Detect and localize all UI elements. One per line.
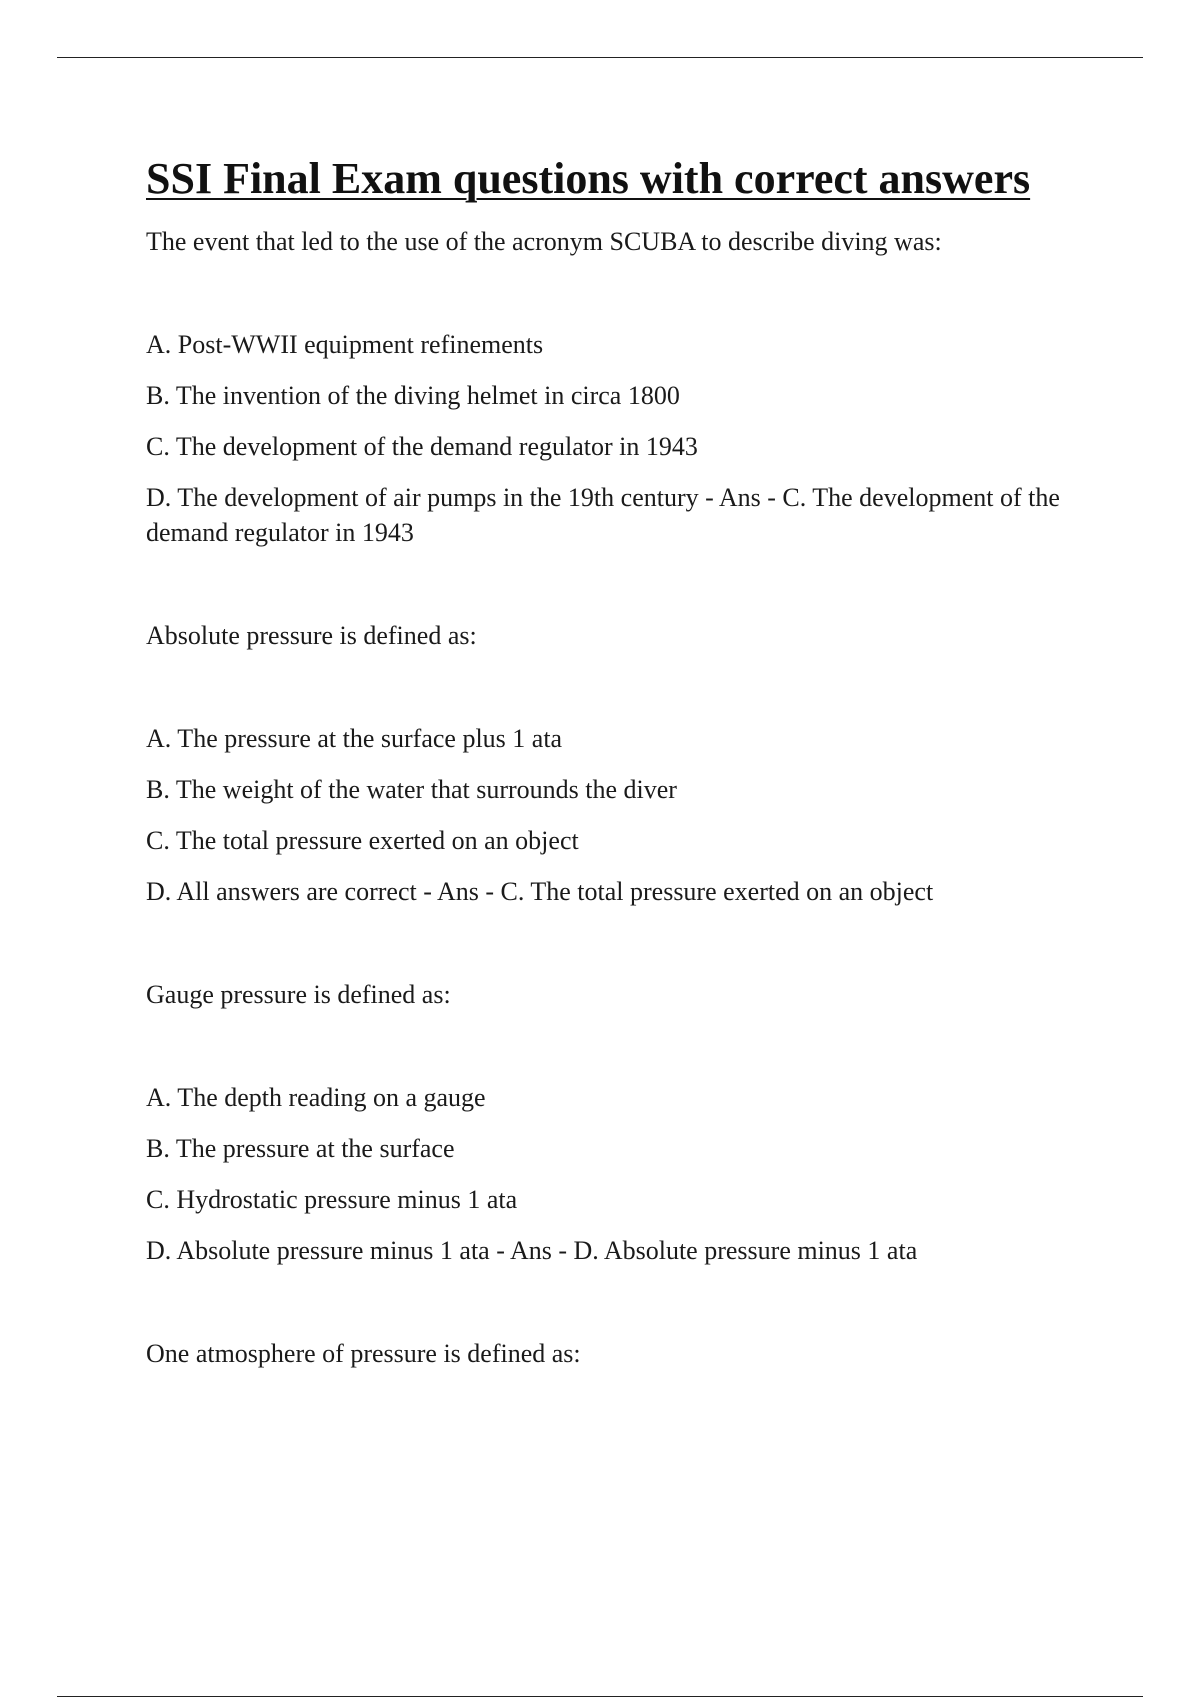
option-d-with-answer: D. All answers are correct - Ans - C. The total pressure exerted on an object: [146, 877, 934, 906]
option-b: B. The invention of the diving helmet in circa 1800: [146, 381, 680, 410]
option-a: A. The depth reading on a gauge: [146, 1083, 486, 1112]
question-3: [146, 977, 1076, 1268]
document-title: SSI Final Exam questions with correct answers: [146, 154, 1031, 203]
option-c: C. Hydrostatic pressure minus 1 ata: [146, 1185, 518, 1214]
question-text: Absolute pressure is defined as:: [146, 621, 477, 650]
question-text: The event that led to the use of the acronym SCUBA to describe diving was:: [146, 227, 942, 256]
question-2: [146, 618, 1076, 909]
option-b: B. The pressure at the surface: [146, 1134, 455, 1163]
option-d-with-answer: D. The development of air pumps in the 19th century - Ans - C. The development of the demand regulator in 1943: [146, 483, 1060, 547]
option-c: C. The total pressure exerted on an object: [146, 826, 579, 855]
option-c: C. The development of the demand regulator in 1943: [146, 432, 698, 461]
bottom-rule: [57, 1696, 1143, 1697]
option-a: A. Post-WWII equipment refinements: [146, 330, 544, 359]
question-1: [146, 224, 1076, 550]
option-b: B. The weight of the water that surrounds the diver: [146, 775, 677, 804]
option-d-with-answer: D. Absolute pressure minus 1 ata - Ans - D. Absolute pressure minus 1 ata: [146, 1236, 918, 1265]
question-text: Gauge pressure is defined as:: [146, 980, 451, 1009]
question-4: [146, 1336, 1076, 1371]
question-text: One atmosphere of pressure is defined as:: [146, 1339, 581, 1368]
top-rule: [57, 57, 1143, 58]
option-a: A. The pressure at the surface plus 1 ata: [146, 724, 563, 753]
document-body: [146, 148, 1076, 1439]
